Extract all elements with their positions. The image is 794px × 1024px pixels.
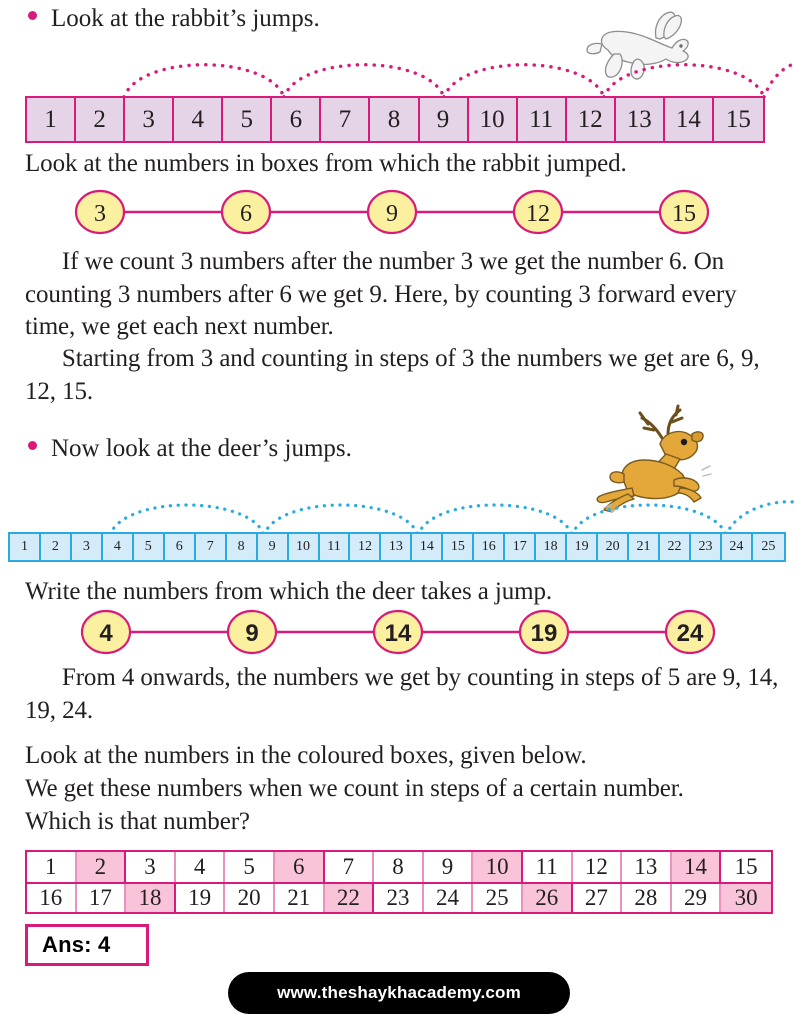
grid-cell: 15	[721, 852, 771, 882]
deer-paragraph-1: From 4 onwards, the numbers we get by counting in steps of 5 are 9, 14, 19, 24.	[25, 664, 785, 724]
rabbit-strip-cell: 3	[125, 98, 174, 141]
rabbit-strip-caption: Look at the numbers in boxes from which the rabbit jumped.	[25, 150, 627, 177]
deer-jump-arcs	[0, 492, 794, 536]
rabbit-strip-cell: 12	[567, 98, 616, 141]
coloured-number-grid	[25, 850, 773, 914]
grid-cell: 7	[325, 852, 375, 882]
rabbit-strip-cell: 8	[370, 98, 419, 141]
grid-cell: 23	[374, 884, 424, 912]
rabbit-strip-cell: 7	[321, 98, 370, 141]
grid-cell: 19	[176, 884, 226, 912]
grid-cell: 17	[77, 884, 127, 912]
grid-cell: 12	[573, 852, 623, 882]
rabbit-section-heading	[28, 6, 320, 31]
grid-cell: 25	[473, 884, 523, 912]
rabbit-paragraph-1: If we count 3 numbers after the number 3 we get the number 6. On counting 3 numbers after 6 we get 9. Here, by counting 3 forward every time, we get each next number.	[25, 248, 743, 340]
deer-strip-cell: 13	[381, 534, 412, 560]
deer-strip-cell: 23	[691, 534, 722, 560]
deer-strip-cell: 19	[567, 534, 598, 560]
deer-strip-cell: 4	[103, 534, 134, 560]
grid-cell-highlighted: 26	[523, 884, 573, 912]
deer-oval-label: 4	[99, 620, 113, 647]
grid-cell: 8	[374, 852, 424, 882]
rabbit-strip-cell: 9	[420, 98, 469, 141]
rabbit-oval-label: 15	[672, 201, 696, 227]
deer-oval-chain	[80, 608, 716, 656]
grid-cell: 24	[424, 884, 474, 912]
deer-strip-cell: 15	[443, 534, 474, 560]
bullet-dot-icon	[28, 441, 37, 450]
deer-strip-cell: 25	[761, 539, 776, 554]
grid-cell: 13	[622, 852, 672, 882]
deer-strip-cell: 22	[660, 534, 691, 560]
grid-cell: 29	[672, 884, 722, 912]
grid-cell: 16	[27, 884, 77, 912]
grid-cell-highlighted: 2	[77, 852, 127, 882]
deer-oval-label: 19	[530, 620, 558, 647]
grid-cell: 28	[622, 884, 672, 912]
rabbit-strip-cell: 2	[76, 98, 125, 141]
deer-oval-label: 9	[245, 620, 259, 647]
grid-cell: 3	[126, 852, 176, 882]
deer-section-heading	[28, 436, 352, 461]
grid-row	[27, 882, 771, 912]
deer-strip-cell: 3	[72, 534, 103, 560]
deer-heading-text: Now look at the deer’s jumps.	[51, 435, 352, 462]
footer-url-pill[interactable]	[228, 972, 570, 1014]
deer-strip-cell: 5	[134, 534, 165, 560]
grid-cell: 4	[176, 852, 226, 882]
grid-cell-highlighted: 18	[126, 884, 176, 912]
rabbit-oval-chain	[74, 188, 710, 236]
grid-cell-highlighted: 10	[473, 852, 523, 882]
deer-number-strip	[8, 532, 786, 562]
rabbit-paragraph-2: Starting from 3 and counting in steps of 3 the numbers we get are 6, 9, 12, 15.	[25, 345, 766, 405]
deer-oval-label: 24	[676, 620, 704, 647]
rabbit-oval-label: 6	[240, 201, 252, 227]
bullet-dot-icon	[28, 11, 37, 20]
rabbit-strip-cell: 4	[174, 98, 223, 141]
deer-strip-cell: 2	[41, 534, 72, 560]
answer-label: Ans: 4	[42, 932, 111, 957]
grid-cell-highlighted: 6	[275, 852, 325, 882]
answer-box	[25, 924, 149, 966]
rabbit-oval-label: 12	[526, 201, 550, 227]
deer-strip-cell: 7	[196, 534, 227, 560]
deer-strip-cell: 17	[505, 534, 536, 560]
grid-row	[27, 852, 771, 882]
grid-cell: 20	[225, 884, 275, 912]
grid-cell: 27	[573, 884, 623, 912]
question-line-2: We get these numbers when we count in steps of a certain number.	[25, 775, 684, 802]
deer-strip-cell: 14	[412, 534, 443, 560]
footer-url-text: www.theshaykhacademy.com	[277, 983, 521, 1002]
deer-strip-cell: 16	[474, 534, 505, 560]
rabbit-jump-arcs	[0, 56, 794, 98]
rabbit-strip-cell: 14	[665, 98, 714, 141]
deer-strip-cell: 1	[10, 534, 41, 560]
grid-cell-highlighted: 14	[672, 852, 722, 882]
grid-cell: 21	[275, 884, 325, 912]
rabbit-strip-cell: 5	[223, 98, 272, 141]
grid-cell: 11	[523, 852, 573, 882]
deer-strip-cell: 24	[722, 534, 753, 560]
deer-oval-label: 14	[384, 620, 412, 647]
deer-strip-cell: 11	[320, 534, 351, 560]
grid-cell: 5	[225, 852, 275, 882]
rabbit-strip-cell: 15	[725, 105, 751, 133]
grid-cell-highlighted: 30	[721, 884, 771, 912]
rabbit-strip-cell: 10	[469, 98, 518, 141]
grid-cell: 1	[27, 852, 77, 882]
rabbit-strip-cell: 13	[616, 98, 665, 141]
rabbit-oval-label: 3	[94, 201, 106, 227]
deer-strip-cell: 18	[536, 534, 567, 560]
deer-strip-cell: 8	[227, 534, 258, 560]
deer-strip-cell: 9	[258, 534, 289, 560]
deer-strip-cell: 6	[165, 534, 196, 560]
rabbit-strip-cell: 6	[272, 98, 321, 141]
deer-strip-cell: 20	[598, 534, 629, 560]
question-line-3: Which is that number?	[25, 808, 250, 835]
deer-strip-cell: 12	[350, 534, 381, 560]
grid-cell: 9	[424, 852, 474, 882]
rabbit-number-strip	[25, 96, 765, 143]
rabbit-strip-cell: 1	[27, 98, 76, 141]
rabbit-oval-label: 9	[386, 201, 398, 227]
deer-strip-caption: Write the numbers from which the deer takes a jump.	[25, 578, 553, 605]
rabbit-strip-cell: 11	[518, 98, 567, 141]
deer-strip-cell: 10	[289, 534, 320, 560]
grid-cell-highlighted: 22	[325, 884, 375, 912]
deer-strip-cell: 21	[629, 534, 660, 560]
rabbit-heading-text: Look at the rabbit’s jumps.	[51, 5, 320, 32]
question-line-1: Look at the numbers in the coloured boxes, given below.	[25, 742, 587, 769]
